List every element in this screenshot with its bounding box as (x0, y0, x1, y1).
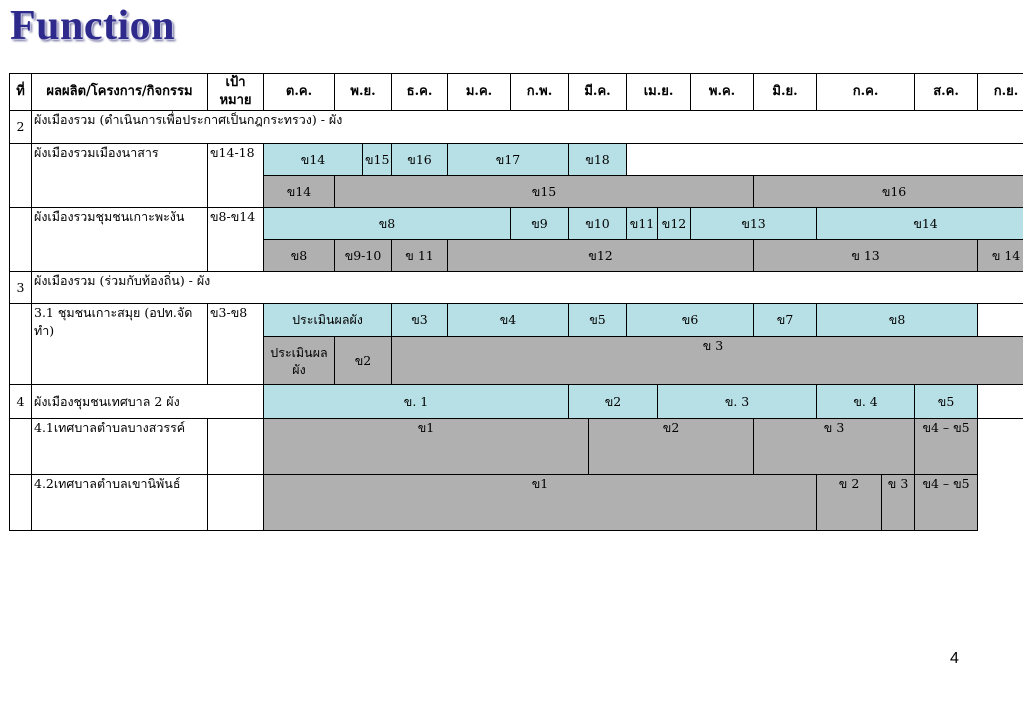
section-title: ผังเมืองรวม (ดำเนินการเพื่อประกาศเป็นกฎกระทรวง) - ผัง (32, 111, 1023, 144)
table-row (10, 144, 1023, 176)
row-number (10, 144, 32, 208)
header-row (10, 74, 1023, 111)
section-number: 2 (10, 111, 32, 144)
actual-bar: ข2 (589, 419, 754, 475)
actual-bar: ข15 (335, 176, 754, 208)
section-number: 4 (10, 385, 32, 419)
header-target: เป้าหมาย (208, 74, 264, 111)
actual-bar: ข 3 (754, 419, 915, 475)
actual-bar: ข 2 (817, 475, 882, 531)
section-row (10, 385, 1023, 419)
row-number (10, 419, 32, 475)
actual-bar: ข8 (264, 240, 335, 272)
actual-bar: ข 3 (392, 337, 1023, 385)
header-month: ก.พ. (511, 74, 569, 111)
section-title: ผังเมืองชุมชนเทศบาล 2 ผัง (32, 385, 264, 419)
actual-bar: ข1 (264, 475, 817, 531)
header-item: ผลผลิต/โครงการ/กิจกรรม (32, 74, 208, 111)
plan-bar: ข15 (363, 144, 392, 176)
section-title: ผังเมืองรวม (ร่วมกับท้องถิ่น) - ผัง (32, 272, 1023, 304)
project-name: ผังเมืองรวมเมืองนาสาร (32, 144, 208, 208)
table-row (10, 304, 1023, 337)
header-month: ส.ค. (915, 74, 978, 111)
empty-cell (627, 144, 1023, 176)
project-name: 4.1เทศบาลตำบลบางสวรรค์ (32, 419, 208, 475)
project-target: ข14-18 (208, 144, 264, 208)
plan-bar: ข10 (569, 208, 627, 240)
actual-bar: ข 13 (754, 240, 978, 272)
plan-bar: ข17 (448, 144, 569, 176)
page-title: Function (10, 3, 176, 49)
project-target: ข8-ข14 (208, 208, 264, 272)
section-number: 3 (10, 272, 32, 304)
actual-bar: ข4 – ข5 (915, 419, 978, 475)
actual-bar: ประเมินผลผัง (264, 337, 335, 385)
actual-bar: ข 14 (978, 240, 1023, 272)
project-name: 4.2เทศบาลตำบลเขานิพันธ์ (32, 475, 208, 531)
project-target: ข3-ข8 (208, 304, 264, 385)
plan-bar: ประเมินผลผัง (264, 304, 392, 337)
header-month: ก.ย. (978, 74, 1023, 111)
header-no: ที่ (10, 74, 32, 111)
project-name: 3.1 ชุมชนเกาะสมุย (อปท.จัดทำ) (32, 304, 208, 385)
actual-bar: ข 11 (392, 240, 448, 272)
plan-bar: ข. 1 (264, 385, 569, 419)
header-month: มี.ค. (569, 74, 627, 111)
plan-bar: ข14 (817, 208, 1023, 240)
table-row (10, 419, 1023, 475)
plan-bar: ข8 (817, 304, 978, 337)
plan-bar: ข18 (569, 144, 627, 176)
header-month: ธ.ค. (392, 74, 448, 111)
plan-bar: ข11 (627, 208, 658, 240)
project-name: ผังเมืองรวมชุมชนเกาะพะงัน (32, 208, 208, 272)
table-row (10, 208, 1023, 240)
plan-bar: ข. 4 (817, 385, 915, 419)
plan-bar: ข12 (658, 208, 691, 240)
empty-cell (978, 304, 1023, 337)
actual-bar: ข4 – ข5 (915, 475, 978, 531)
plan-bar: ข14 (264, 144, 363, 176)
empty-cell (978, 385, 1023, 419)
actual-bar: ข1 (264, 419, 589, 475)
row-number (10, 475, 32, 531)
project-target (208, 475, 264, 531)
plan-bar: ข. 3 (658, 385, 817, 419)
actual-bar: ข2 (335, 337, 392, 385)
plan-bar: ข13 (691, 208, 817, 240)
actual-bar: ข 3 (882, 475, 915, 531)
plan-bar: ข4 (448, 304, 569, 337)
plan-bar: ข6 (627, 304, 754, 337)
plan-bar: ข8 (264, 208, 511, 240)
plan-bar: ข5 (569, 304, 627, 337)
plan-bar: ข3 (392, 304, 448, 337)
actual-bar: ข16 (754, 176, 1023, 208)
header-month: เม.ย. (627, 74, 691, 111)
project-target (208, 419, 264, 475)
schedule-table (9, 73, 1023, 531)
table-row (10, 475, 1023, 531)
header-month: ต.ค. (264, 74, 335, 111)
header-month: พ.ค. (691, 74, 754, 111)
actual-bar: ข12 (448, 240, 754, 272)
actual-bar: ข9-10 (335, 240, 392, 272)
plan-bar: ข16 (392, 144, 448, 176)
row-number (10, 208, 32, 272)
plan-bar: ข9 (511, 208, 569, 240)
page-number: 4 (950, 650, 959, 667)
header-month: ม.ค. (448, 74, 511, 111)
plan-bar: ข5 (915, 385, 978, 419)
row-number (10, 304, 32, 385)
plan-bar: ข2 (569, 385, 658, 419)
header-month: ก.ค. (817, 74, 915, 111)
header-month: มิ.ย. (754, 74, 817, 111)
actual-bar: ข14 (264, 176, 335, 208)
plan-bar: ข7 (754, 304, 817, 337)
header-month: พ.ย. (335, 74, 392, 111)
section-row (10, 111, 1023, 144)
section-row (10, 272, 1023, 304)
